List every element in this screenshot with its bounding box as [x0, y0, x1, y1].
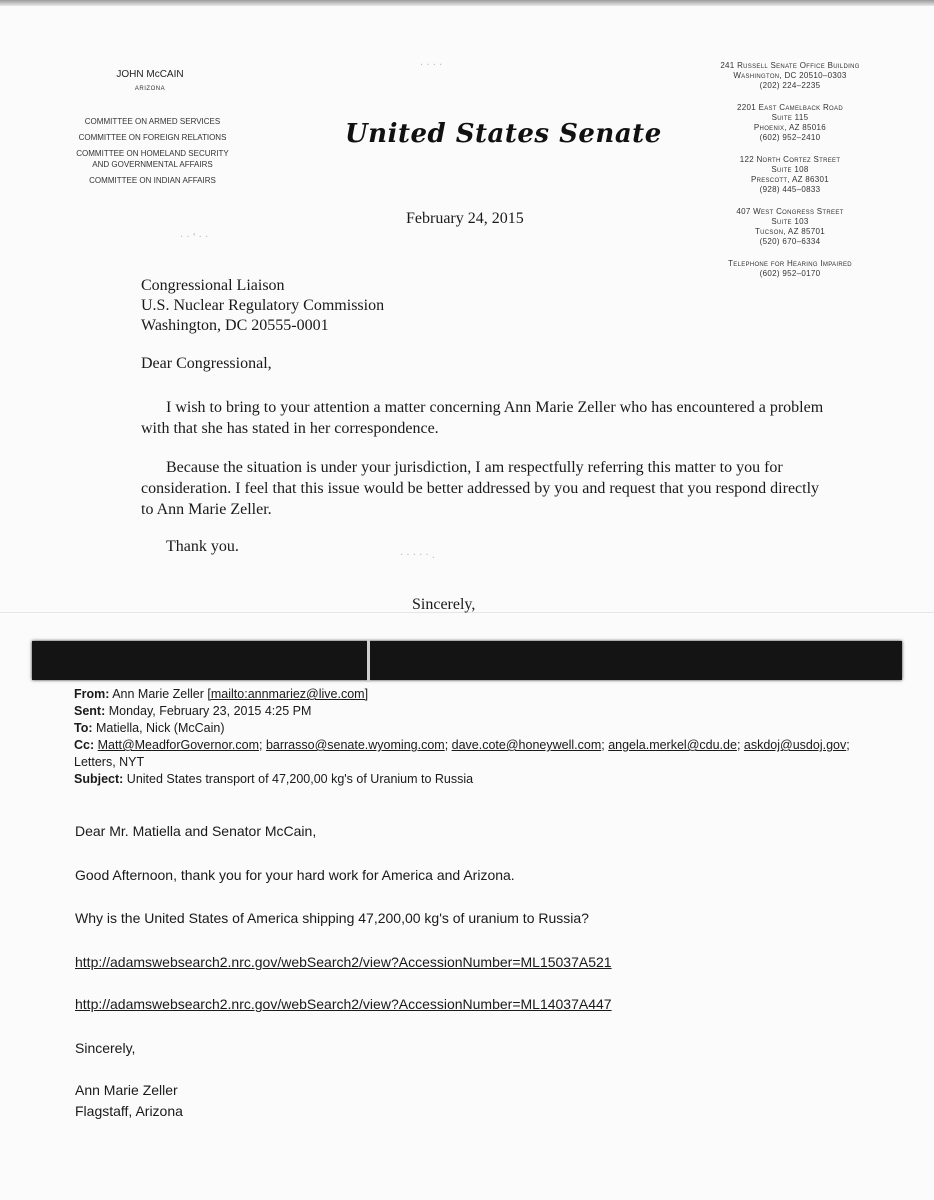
cc-email-link[interactable]: dave.cote@honeywell.com [451, 738, 602, 752]
committee-item: COMMITTEE ON INDIAN AFFAIRS [89, 176, 216, 185]
scan-top-edge [0, 0, 934, 6]
address-line: Phoenix, AZ 85016 [753, 123, 827, 132]
sent-label: Sent: [74, 704, 106, 718]
committee-item: COMMITTEE ON HOMELAND SECURITY [76, 149, 229, 158]
scan-artifact: · · ' · · [180, 232, 209, 243]
email-sent-row [74, 703, 894, 720]
signer-name: Ann Marie Zeller [75, 1082, 178, 1098]
from-value: Ann Marie Zeller [112, 687, 204, 701]
address-line: 407 West Congress Street [736, 207, 844, 216]
letter-date: February 24, 2015 [406, 210, 524, 227]
email-closing: Sincerely, [75, 1040, 136, 1056]
office-address [700, 103, 880, 143]
address-line: (520) 670–6334 [759, 237, 821, 246]
recipient-address [141, 276, 384, 336]
office-addresses [700, 61, 880, 291]
redaction-crease [367, 640, 370, 682]
subject-label: Subject: [74, 772, 124, 786]
cc-label: Cc: [74, 738, 95, 752]
recipient-line: Washington, DC 20555-0001 [141, 317, 329, 334]
senator-name: JOHN McCAIN [116, 69, 184, 80]
scan-artifact: · · · · · . [400, 550, 435, 561]
signer-location: Flagstaff, Arizona [75, 1103, 183, 1119]
from-label: From: [74, 687, 110, 701]
recipient-line: U.S. Nuclear Regulatory Commission [141, 297, 385, 314]
email-line: Good Afternoon, thank you for your hard work for America and Arizona. [75, 867, 515, 883]
address-line: (928) 445–0833 [759, 185, 821, 194]
committee-item: COMMITTEE ON FOREIGN RELATIONS [78, 133, 227, 142]
address-line: Suite 103 [771, 217, 809, 226]
senate-title: United States Senate [345, 119, 662, 149]
letter-paragraph [141, 397, 831, 439]
subject-value: United States transport of 47,200,00 kg's of Uranium to Russia [126, 772, 474, 786]
cc-email-link[interactable]: askdoj@usdoj.gov [743, 738, 847, 752]
address-line: Prescott, AZ 86301 [750, 175, 830, 184]
email-subject-row [74, 771, 894, 788]
email-greeting: Dear Mr. Matiella and Senator McCain, [75, 823, 317, 839]
to-label: To: [74, 721, 93, 735]
redaction-bar [32, 641, 902, 680]
address-line: Suite 115 [771, 113, 809, 122]
senator-state: ARIZONA [134, 86, 166, 92]
recipient-line: Congressional Liaison [141, 277, 285, 294]
address-line: Telephone for Hearing Impaired [728, 259, 852, 268]
scan-artifact: · · · · [420, 60, 443, 71]
address-line: 241 Russell Senate Office Building [720, 61, 860, 70]
address-line: Washington, DC 20510–0303 [733, 71, 847, 80]
email-link[interactable]: http://adamswebsearch2.nrc.gov/webSearch2/view?AccessionNumber=ML14037A447 [75, 996, 612, 1012]
paragraph-text: Because the situation is under your jurisdiction, I am respectfully referring this matter to you for consideration. I feel that this issue would be better addressed by you and request that you respond directly to Ann Marie Zeller. [141, 459, 820, 518]
cc-email-link[interactable]: angela.merkel@cdu.de [608, 738, 737, 752]
address-line: (602) 952–2410 [759, 133, 821, 142]
cc-email-link[interactable]: Matt@MeadforGovernor.com [97, 738, 259, 752]
address-line: (202) 224–2235 [759, 81, 821, 90]
email-line: Why is the United States of America shipping 47,200,00 kg's of uranium to Russia? [75, 910, 589, 926]
cc-email-link[interactable]: barrasso@senate.wyoming.com [265, 738, 445, 752]
address-line: Suite 108 [771, 165, 809, 174]
committee-list [60, 117, 245, 187]
committee-item: AND GOVERNMENTAL AFFAIRS [92, 160, 213, 169]
address-line: Tucson, AZ 85701 [754, 227, 826, 236]
letter-thanks: Thank you. [166, 538, 239, 555]
address-line: (602) 952–0170 [759, 269, 821, 278]
office-address [700, 155, 880, 195]
letter-salutation: Dear Congressional, [141, 355, 272, 372]
letter-paragraph [141, 457, 831, 520]
cc-extra: Letters, NYT [74, 755, 145, 769]
email-cc-row: Cc: Matt@MeadforGovernor.com; barrasso@senate.wyoming.com; dave.cote@honeywell.com; angela.merkel@cdu.de; askdoj@usdoj.gov; Letters, NYT [74, 738, 850, 769]
office-address [700, 207, 880, 247]
address-line: 2201 East Camelback Road [737, 103, 843, 112]
email-header [74, 686, 894, 788]
from-mailto-link[interactable]: [mailto:annmariez@live.com] [207, 687, 369, 701]
email-link[interactable]: http://adamswebsearch2.nrc.gov/webSearch2/view?AccessionNumber=ML15037A521 [75, 954, 612, 970]
letter-closing: Sincerely, [412, 596, 476, 613]
address-line: 122 North Cortez Street [739, 155, 841, 164]
office-address [700, 61, 880, 91]
office-address [700, 259, 880, 279]
sent-value: Monday, February 23, 2015 4:25 PM [108, 704, 312, 718]
email-from-row [74, 686, 894, 703]
committee-item: COMMITTEE ON ARMED SERVICES [84, 117, 221, 126]
to-value: Matiella, Nick (McCain) [96, 721, 225, 735]
email-to-row [74, 720, 894, 737]
paragraph-text: I wish to bring to your attention a matter concerning Ann Marie Zeller who has encountered a problem with that she has stated in her correspondence. [141, 399, 824, 437]
